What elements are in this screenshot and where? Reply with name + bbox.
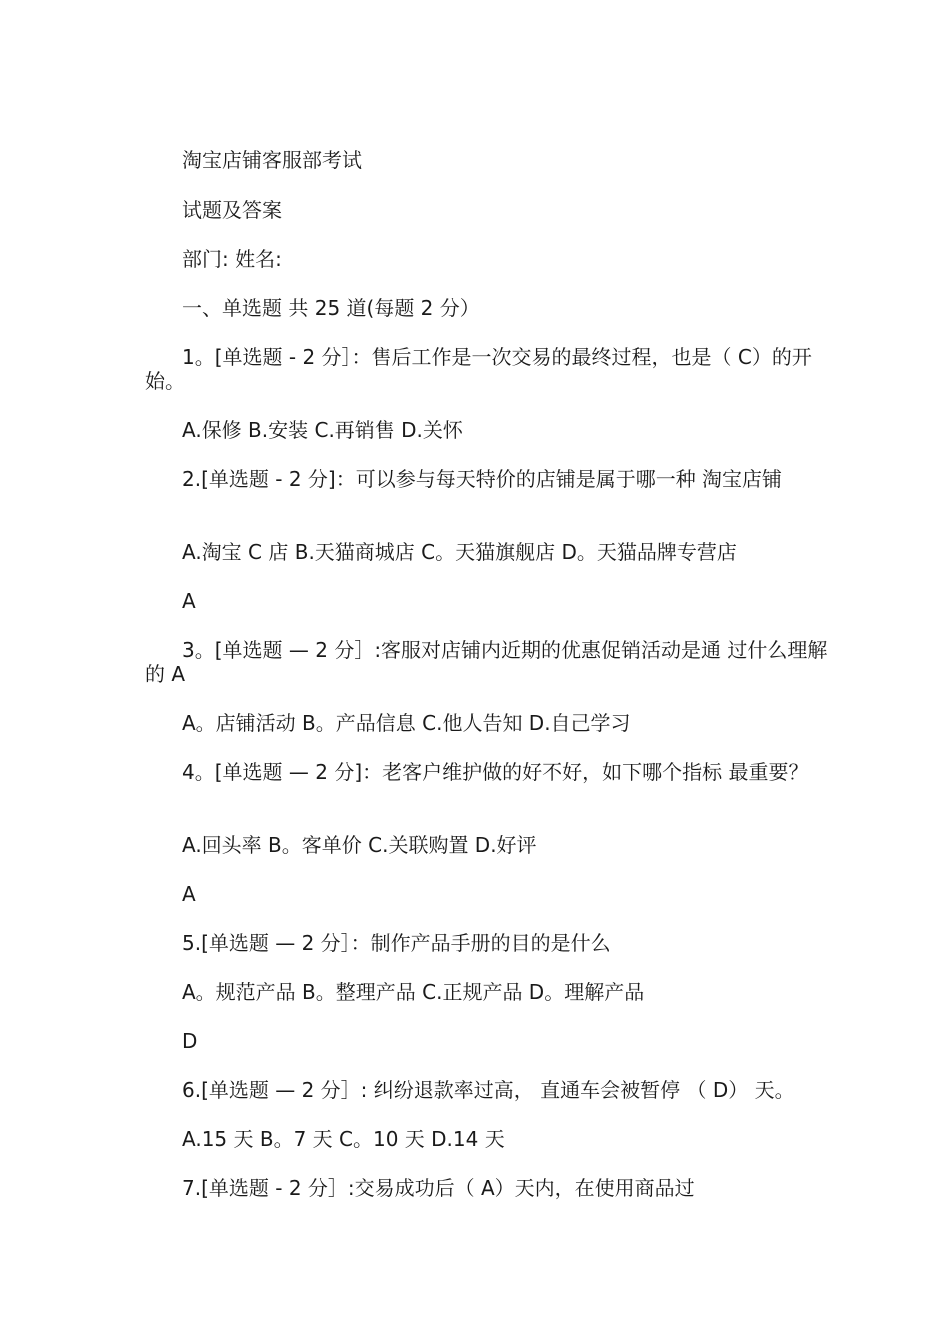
question-3: 3。[单选题 — 2 分］:客服对店铺内近期的优惠促销活动是通 过什么理解的 A (145, 638, 828, 686)
question-2-options: A.淘宝 C 店 B.天猫商城店 C。天猫旗舰店 D。天猫品牌专营店 (182, 540, 737, 564)
question-6: 6.[单选题 — 2 分］: 纠纷退款率过高， 直通车会被暂停 （ D） 天。 (182, 1078, 795, 1102)
question-5: 5.[单选题 — 2 分］：制作产品手册的目的是什么 (182, 931, 611, 955)
section-header: 一、单选题 共 25 道(每题 2 分） (182, 296, 480, 320)
question-7: 7.[单选题 - 2 分］:交易成功后（ A）天内，在使用商品过 (182, 1176, 695, 1200)
question-4: 4。[单选题 — 2 分]：老客户维护做的好不好，如下哪个指标 最重要？ (182, 760, 809, 784)
exam-title: 淘宝店铺客服部考试 (182, 148, 362, 172)
question-4-options: A.回头率 B。客单价 C.关联购置 D.好评 (182, 833, 537, 857)
question-4-answer: A (182, 882, 196, 906)
question-5-options: A。规范产品 B。整理产品 C.正规产品 D。理解产品 (182, 980, 645, 1004)
question-3-options: A。店铺活动 B。产品信息 C.他人告知 D.自己学习 (182, 711, 631, 735)
question-2-answer: A (182, 589, 196, 613)
question-1: 1。[单选题 - 2 分］：售后工作是一次交易的最终过程，也是（ C）的开始。 (145, 345, 812, 393)
question-1-options: A.保修 B.安装 C.再销售 D.关怀 (182, 418, 463, 442)
question-2: 2.[单选题 - 2 分]：可以参与每天特价的店铺是属于哪一种 淘宝店铺 (182, 467, 783, 491)
question-6-options: A.15 天 B。7 天 C。10 天 D.14 天 (182, 1127, 505, 1151)
question-5-answer: D (182, 1029, 198, 1053)
exam-subtitle: 试题及答案 (182, 198, 282, 222)
department-name-line: 部门: 姓名: (182, 247, 282, 271)
